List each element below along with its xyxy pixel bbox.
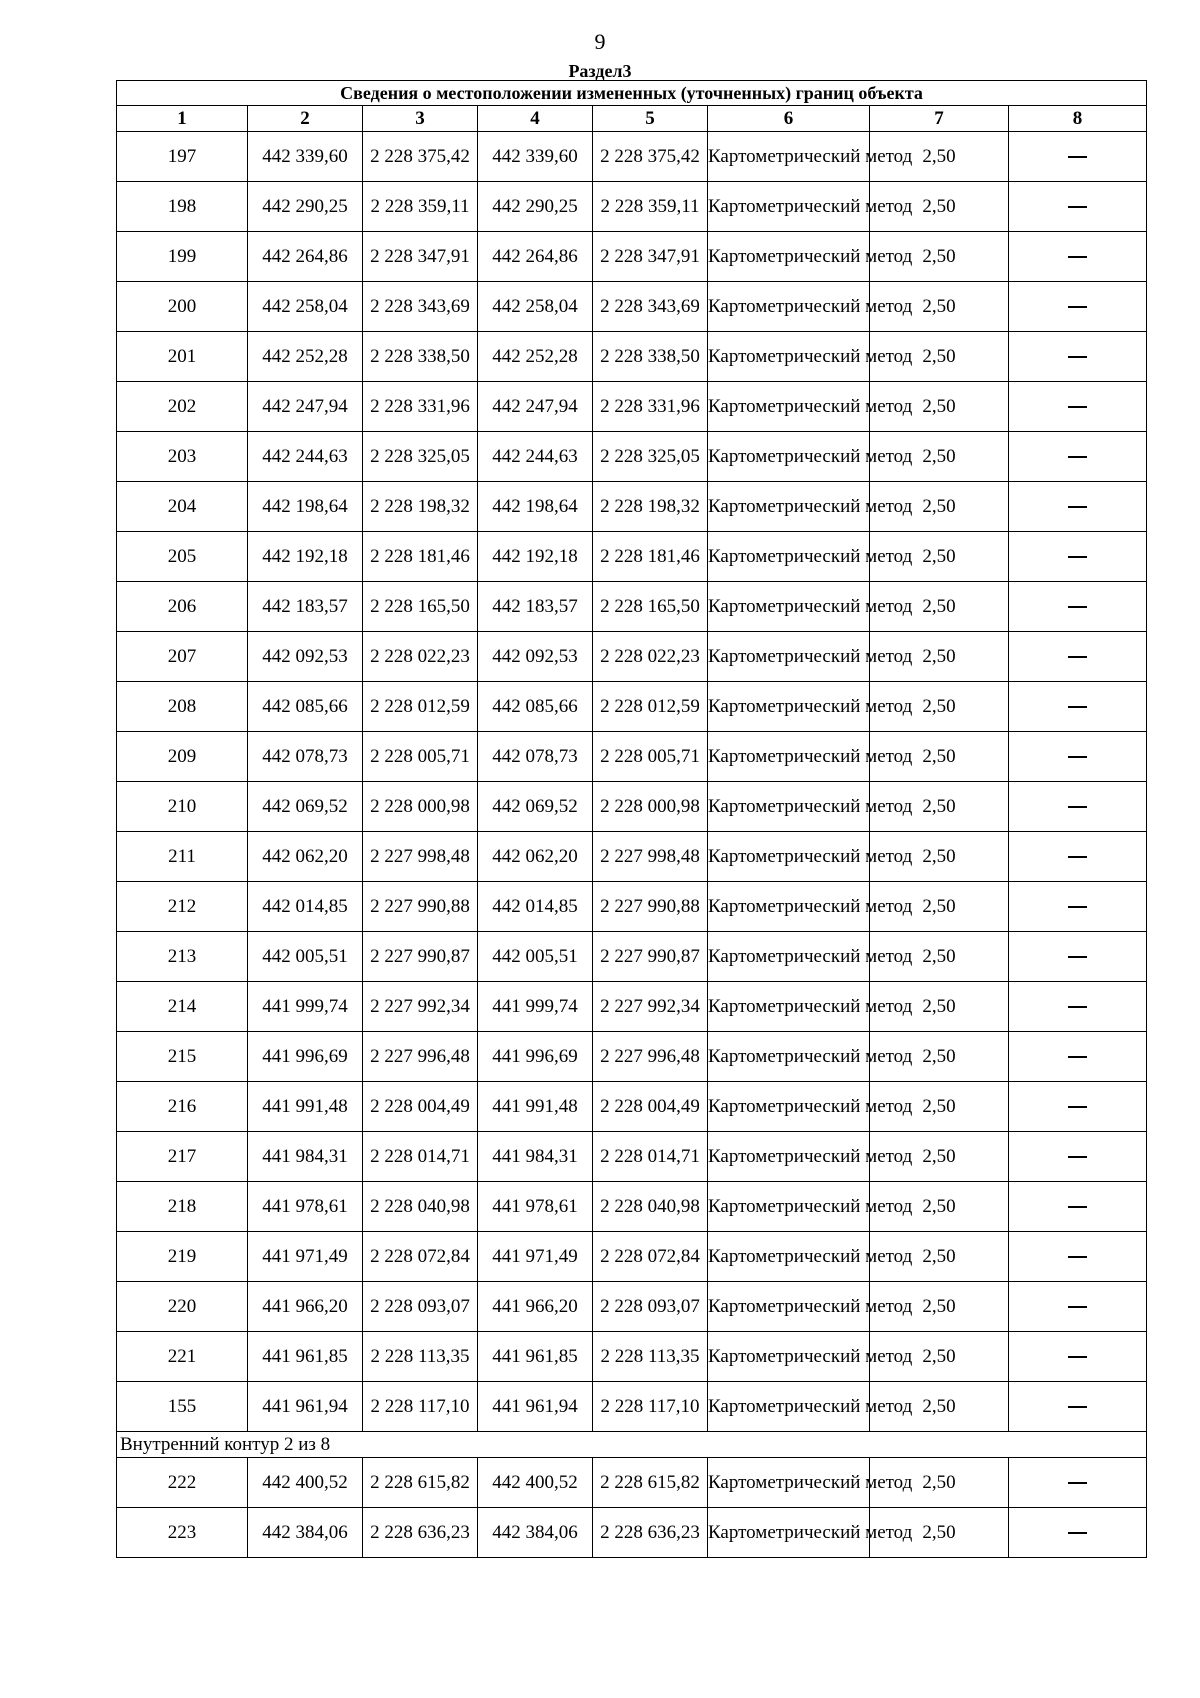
cell-col-2: 442 085,66 [248,682,363,732]
cell-col-6: Картометрический метод [708,482,870,532]
cell-col-8 [1009,332,1147,382]
dash-mark [1068,256,1087,258]
cell-col-8 [1009,1332,1147,1382]
dash-mark [1068,656,1087,658]
cell-col-5: 2 228 375,42 [593,132,708,182]
cell-col-1: 200 [117,282,248,332]
cell-col-3: 2 228 072,84 [363,1232,478,1282]
table-row [117,1132,1147,1182]
contour-label: Внутренний контур 2 из 8 [117,1432,1147,1458]
dash-mark [1068,156,1087,158]
cell-col-8 [1009,1032,1147,1082]
column-header-6: 6 [708,106,870,132]
cell-col-2: 442 400,52 [248,1458,363,1508]
cell-col-5: 2 228 022,23 [593,632,708,682]
cell-col-4: 442 264,86 [478,232,593,282]
cell-col-5: 2 228 338,50 [593,332,708,382]
cell-col-7: 2,50 [870,382,1009,432]
dash-mark [1068,906,1087,908]
cell-col-2: 442 198,64 [248,482,363,532]
table-row [117,1082,1147,1132]
cell-col-5: 2 228 198,32 [593,482,708,532]
cell-col-4: 442 198,64 [478,482,593,532]
cell-col-5: 2 228 005,71 [593,732,708,782]
dash-mark [1068,956,1087,958]
cell-col-8 [1009,1082,1147,1132]
cell-col-2: 442 264,86 [248,232,363,282]
cell-col-2: 441 961,94 [248,1382,363,1432]
cell-col-1: 203 [117,432,248,482]
cell-col-6: Картометрический метод [708,1232,870,1282]
table-caption-row [117,81,1147,106]
cell-col-7: 2,50 [870,432,1009,482]
cell-col-3: 2 228 615,82 [363,1458,478,1508]
dash-mark [1068,1306,1087,1308]
table-row [117,982,1147,1032]
dash-mark [1068,206,1087,208]
table-row [117,832,1147,882]
cell-col-6: Картометрический метод [708,132,870,182]
cell-col-3: 2 228 000,98 [363,782,478,832]
table-row [117,182,1147,232]
table-row [117,582,1147,632]
dash-mark [1068,1482,1087,1484]
cell-col-5: 2 228 004,49 [593,1082,708,1132]
cell-col-5: 2 228 636,23 [593,1508,708,1558]
cell-col-5: 2 228 117,10 [593,1382,708,1432]
table-row [117,1382,1147,1432]
cell-col-4: 441 971,49 [478,1232,593,1282]
table-row [117,782,1147,832]
cell-col-7: 2,50 [870,182,1009,232]
cell-col-3: 2 228 165,50 [363,582,478,632]
cell-col-6: Картометрический метод [708,1082,870,1132]
cell-col-7: 2,50 [870,1458,1009,1508]
cell-col-6: Картометрический метод [708,682,870,732]
cell-col-6: Картометрический метод [708,282,870,332]
cell-col-2: 442 244,63 [248,432,363,482]
cell-col-2: 442 247,94 [248,382,363,432]
cell-col-6: Картометрический метод [708,582,870,632]
column-header-2: 2 [248,106,363,132]
cell-col-4: 442 290,25 [478,182,593,232]
cell-col-3: 2 228 113,35 [363,1332,478,1382]
table-row [117,1182,1147,1232]
cell-col-3: 2 227 998,48 [363,832,478,882]
table-row [117,882,1147,932]
cell-col-7: 2,50 [870,1332,1009,1382]
dash-mark [1068,1532,1087,1534]
table-caption: Сведения о местоположении измененных (уточненных) границ объекта [117,81,1147,106]
cell-col-8 [1009,632,1147,682]
section-title: Раздел3 [568,61,632,81]
cell-col-7: 2,50 [870,1082,1009,1132]
cell-col-1: 204 [117,482,248,532]
page-number: 9 [594,29,606,54]
cell-col-1: 205 [117,532,248,582]
cell-col-4: 442 384,06 [478,1508,593,1558]
cell-col-5: 2 228 014,71 [593,1132,708,1182]
cell-col-6: Картометрический метод [708,1458,870,1508]
dash-mark [1068,306,1087,308]
cell-col-1: 155 [117,1382,248,1432]
cell-col-4: 442 400,52 [478,1458,593,1508]
cell-col-8 [1009,432,1147,482]
cell-col-2: 442 005,51 [248,932,363,982]
cell-col-6: Картометрический метод [708,882,870,932]
cell-col-5: 2 228 072,84 [593,1232,708,1282]
table-row [117,732,1147,782]
cell-col-8 [1009,782,1147,832]
cell-col-3: 2 228 093,07 [363,1282,478,1332]
dash-mark [1068,1206,1087,1208]
dash-mark [1068,1406,1087,1408]
cell-col-7: 2,50 [870,1508,1009,1558]
cell-col-8 [1009,182,1147,232]
cell-col-7: 2,50 [870,532,1009,582]
cell-col-4: 441 999,74 [478,982,593,1032]
cell-col-4: 441 991,48 [478,1082,593,1132]
table-row [117,1032,1147,1082]
dash-mark [1068,756,1087,758]
cell-col-4: 441 996,69 [478,1032,593,1082]
cell-col-3: 2 228 338,50 [363,332,478,382]
dash-mark [1068,456,1087,458]
cell-col-4: 442 183,57 [478,582,593,632]
cell-col-4: 441 978,61 [478,1182,593,1232]
cell-col-8 [1009,832,1147,882]
cell-col-7: 2,50 [870,232,1009,282]
cell-col-6: Картометрический метод [708,1182,870,1232]
cell-col-2: 442 069,52 [248,782,363,832]
cell-col-6: Картометрический метод [708,182,870,232]
column-header-1: 1 [117,106,248,132]
table-row [117,1458,1147,1508]
cell-col-8 [1009,382,1147,432]
cell-col-1: 216 [117,1082,248,1132]
cell-col-3: 2 228 331,96 [363,382,478,432]
cell-col-2: 442 183,57 [248,582,363,632]
contour-label-row [117,1432,1147,1458]
cell-col-2: 441 996,69 [248,1032,363,1082]
cell-col-2: 441 991,48 [248,1082,363,1132]
cell-col-5: 2 228 343,69 [593,282,708,332]
cell-col-1: 222 [117,1458,248,1508]
cell-col-4: 442 258,04 [478,282,593,332]
cell-col-6: Картометрический метод [708,1382,870,1432]
cell-col-7: 2,50 [870,1232,1009,1282]
cell-col-1: 210 [117,782,248,832]
cell-col-7: 2,50 [870,782,1009,832]
cell-col-6: Картометрический метод [708,782,870,832]
cell-col-7: 2,50 [870,1032,1009,1082]
table-row [117,1282,1147,1332]
cell-col-7: 2,50 [870,1182,1009,1232]
cell-col-2: 442 339,60 [248,132,363,182]
table-row [117,232,1147,282]
cell-col-6: Картометрический метод [708,1508,870,1558]
cell-col-3: 2 228 117,10 [363,1382,478,1432]
cell-col-6: Картометрический метод [708,632,870,682]
dash-mark [1068,806,1087,808]
cell-col-3: 2 228 198,32 [363,482,478,532]
column-header-7: 7 [870,106,1009,132]
cell-col-3: 2 228 325,05 [363,432,478,482]
cell-col-8 [1009,232,1147,282]
cell-col-8 [1009,282,1147,332]
cell-col-1: 214 [117,982,248,1032]
table-row [117,432,1147,482]
table-row [117,632,1147,682]
cell-col-4: 442 062,20 [478,832,593,882]
table-row [117,932,1147,982]
table-row [117,282,1147,332]
table-row [117,332,1147,382]
cell-col-7: 2,50 [870,1132,1009,1182]
dash-mark [1068,506,1087,508]
cell-col-7: 2,50 [870,332,1009,382]
cell-col-4: 441 961,85 [478,1332,593,1382]
cell-col-6: Картометрический метод [708,982,870,1032]
table-row [117,132,1147,182]
cell-col-6: Картометрический метод [708,832,870,882]
cell-col-4: 442 078,73 [478,732,593,782]
cell-col-5: 2 228 040,98 [593,1182,708,1232]
cell-col-1: 211 [117,832,248,882]
cell-col-4: 442 085,66 [478,682,593,732]
cell-col-1: 212 [117,882,248,932]
table-row [117,532,1147,582]
cell-col-6: Картометрический метод [708,432,870,482]
cell-col-1: 209 [117,732,248,782]
dash-mark [1068,606,1087,608]
cell-col-4: 442 339,60 [478,132,593,182]
cell-col-5: 2 228 331,96 [593,382,708,432]
cell-col-5: 2 228 615,82 [593,1458,708,1508]
dash-mark [1068,1356,1087,1358]
cell-col-6: Картометрический метод [708,732,870,782]
cell-col-6: Картометрический метод [708,932,870,982]
table-row [117,682,1147,732]
cell-col-6: Картометрический метод [708,1332,870,1382]
cell-col-4: 442 005,51 [478,932,593,982]
cell-col-6: Картометрический метод [708,382,870,432]
cell-col-3: 2 228 347,91 [363,232,478,282]
cell-col-8 [1009,532,1147,582]
cell-col-2: 441 961,85 [248,1332,363,1382]
column-header-8: 8 [1009,106,1147,132]
cell-col-4: 442 244,63 [478,432,593,482]
dash-mark [1068,856,1087,858]
cell-col-8 [1009,682,1147,732]
cell-col-7: 2,50 [870,1382,1009,1432]
cell-col-7: 2,50 [870,582,1009,632]
cell-col-8 [1009,1458,1147,1508]
cell-col-5: 2 227 992,34 [593,982,708,1032]
cell-col-3: 2 228 181,46 [363,532,478,582]
dash-mark [1068,1156,1087,1158]
cell-col-1: 197 [117,132,248,182]
cell-col-8 [1009,1182,1147,1232]
cell-col-4: 441 966,20 [478,1282,593,1332]
cell-col-3: 2 228 040,98 [363,1182,478,1232]
cell-col-2: 442 078,73 [248,732,363,782]
cell-col-7: 2,50 [870,1282,1009,1332]
cell-col-4: 442 252,28 [478,332,593,382]
cell-col-4: 441 984,31 [478,1132,593,1182]
cell-col-7: 2,50 [870,732,1009,782]
dash-mark [1068,706,1087,708]
cell-col-3: 2 228 636,23 [363,1508,478,1558]
cell-col-4: 442 092,53 [478,632,593,682]
cell-col-3: 2 228 359,11 [363,182,478,232]
cell-col-6: Картометрический метод [708,532,870,582]
dash-mark [1068,1006,1087,1008]
cell-col-1: 213 [117,932,248,982]
cell-col-1: 218 [117,1182,248,1232]
cell-col-5: 2 228 325,05 [593,432,708,482]
cell-col-2: 442 062,20 [248,832,363,882]
cell-col-3: 2 228 343,69 [363,282,478,332]
cell-col-5: 2 227 998,48 [593,832,708,882]
cell-col-2: 442 252,28 [248,332,363,382]
cell-col-5: 2 228 093,07 [593,1282,708,1332]
cell-col-7: 2,50 [870,632,1009,682]
cell-col-5: 2 228 012,59 [593,682,708,732]
cell-col-1: 202 [117,382,248,432]
cell-col-4: 442 192,18 [478,532,593,582]
table-row [117,1508,1147,1558]
cell-col-3: 2 227 990,87 [363,932,478,982]
cell-col-8 [1009,1282,1147,1332]
cell-col-1: 198 [117,182,248,232]
cell-col-7: 2,50 [870,932,1009,982]
cell-col-8 [1009,1132,1147,1182]
dash-mark [1068,1256,1087,1258]
cell-col-7: 2,50 [870,832,1009,882]
cell-col-5: 2 227 996,48 [593,1032,708,1082]
column-header-row [117,106,1147,132]
cell-col-5: 2 228 113,35 [593,1332,708,1382]
cell-col-5: 2 228 347,91 [593,232,708,282]
boundary-coordinates-table [116,80,1147,1558]
cell-col-8 [1009,582,1147,632]
cell-col-5: 2 228 000,98 [593,782,708,832]
cell-col-1: 215 [117,1032,248,1082]
cell-col-8 [1009,1508,1147,1558]
cell-col-2: 442 192,18 [248,532,363,582]
cell-col-8 [1009,982,1147,1032]
cell-col-5: 2 228 359,11 [593,182,708,232]
dash-mark [1068,356,1087,358]
cell-col-4: 442 247,94 [478,382,593,432]
cell-col-1: 207 [117,632,248,682]
cell-col-7: 2,50 [870,682,1009,732]
cell-col-3: 2 228 014,71 [363,1132,478,1182]
cell-col-8 [1009,732,1147,782]
cell-col-1: 206 [117,582,248,632]
cell-col-2: 442 258,04 [248,282,363,332]
cell-col-5: 2 227 990,87 [593,932,708,982]
cell-col-1: 223 [117,1508,248,1558]
cell-col-8 [1009,882,1147,932]
cell-col-3: 2 228 022,23 [363,632,478,682]
cell-col-6: Картометрический метод [708,232,870,282]
cell-col-3: 2 228 004,49 [363,1082,478,1132]
cell-col-2: 442 384,06 [248,1508,363,1558]
cell-col-7: 2,50 [870,482,1009,532]
cell-col-3: 2 228 005,71 [363,732,478,782]
cell-col-5: 2 228 165,50 [593,582,708,632]
cell-col-2: 441 978,61 [248,1182,363,1232]
cell-col-3: 2 227 992,34 [363,982,478,1032]
column-header-4: 4 [478,106,593,132]
cell-col-4: 441 961,94 [478,1382,593,1432]
cell-col-2: 441 966,20 [248,1282,363,1332]
cell-col-2: 442 092,53 [248,632,363,682]
dash-mark [1068,1106,1087,1108]
dash-mark [1068,406,1087,408]
cell-col-4: 442 069,52 [478,782,593,832]
column-header-5: 5 [593,106,708,132]
cell-col-1: 219 [117,1232,248,1282]
cell-col-4: 442 014,85 [478,882,593,932]
table-body [117,132,1147,1558]
table-row [117,1232,1147,1282]
cell-col-1: 220 [117,1282,248,1332]
cell-col-1: 217 [117,1132,248,1182]
cell-col-3: 2 228 012,59 [363,682,478,732]
cell-col-2: 441 984,31 [248,1132,363,1182]
cell-col-1: 208 [117,682,248,732]
cell-col-6: Картометрический метод [708,332,870,382]
dash-mark [1068,556,1087,558]
cell-col-7: 2,50 [870,132,1009,182]
cell-col-3: 2 228 375,42 [363,132,478,182]
cell-col-3: 2 227 990,88 [363,882,478,932]
cell-col-2: 442 014,85 [248,882,363,932]
cell-col-5: 2 228 181,46 [593,532,708,582]
table-row [117,482,1147,532]
cell-col-2: 441 999,74 [248,982,363,1032]
cell-col-7: 2,50 [870,982,1009,1032]
cell-col-8 [1009,482,1147,532]
cell-col-6: Картометрический метод [708,1032,870,1082]
column-header-3: 3 [363,106,478,132]
cell-col-8 [1009,132,1147,182]
cell-col-7: 2,50 [870,282,1009,332]
cell-col-8 [1009,1232,1147,1282]
cell-col-8 [1009,1382,1147,1432]
cell-col-1: 221 [117,1332,248,1382]
cell-col-5: 2 227 990,88 [593,882,708,932]
cell-col-3: 2 227 996,48 [363,1032,478,1082]
cell-col-6: Картометрический метод [708,1282,870,1332]
table-row [117,1332,1147,1382]
cell-col-1: 199 [117,232,248,282]
cell-col-1: 201 [117,332,248,382]
cell-col-6: Картометрический метод [708,1132,870,1182]
cell-col-7: 2,50 [870,882,1009,932]
table-row [117,382,1147,432]
cell-col-2: 442 290,25 [248,182,363,232]
cell-col-8 [1009,932,1147,982]
cell-col-2: 441 971,49 [248,1232,363,1282]
dash-mark [1068,1056,1087,1058]
